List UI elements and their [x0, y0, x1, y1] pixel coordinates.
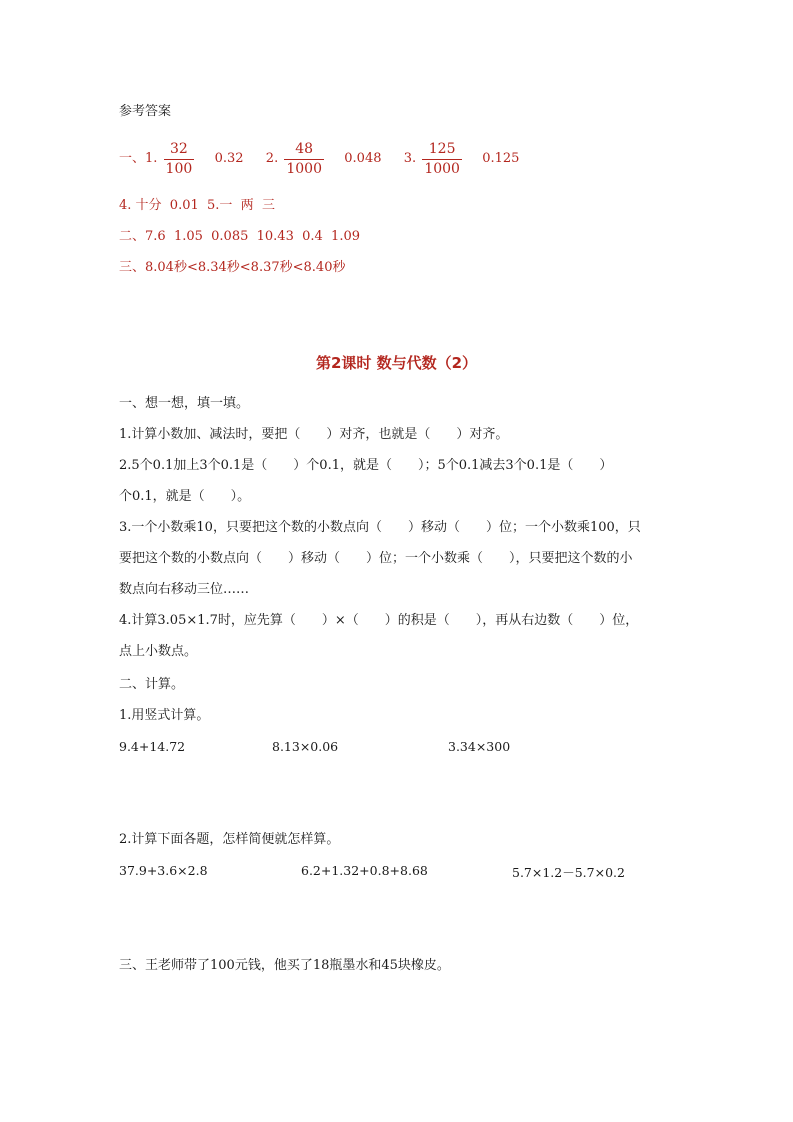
fraction-denominator: 1000 — [424, 160, 460, 177]
answers-row-2: 4. 十分 0.01 5.一 两 三 — [119, 198, 275, 213]
answers-title: 参考答案 — [119, 104, 172, 119]
answers-row-1 — [119, 138, 519, 180]
answer-2-label: 2. — [265, 151, 279, 166]
calc-1-item: 3.34×300 — [448, 739, 511, 754]
answer-3-fraction — [422, 141, 462, 178]
question-4-line-1: 4.计算3.05×1.7时，应先算（ ）×（ ）的积是（ ），再从右边数（ ）位， — [119, 613, 639, 628]
answer-1-prefix: 一、1. — [119, 151, 158, 166]
answers-row-4: 三、8.04秒<8.34秒<8.37秒<8.40秒 — [119, 260, 346, 275]
fraction-numerator: 125 — [422, 141, 462, 160]
answer-2-fraction — [284, 141, 324, 178]
question-2-line-1: 2.5个0.1加上3个0.1是（ ）个0.1，就是（ ）；5个0.1减去3个0.1是（ ） — [119, 458, 613, 473]
question-3-line-2: 要把这个数的小数点向（ ）移动（ ）位；一个小数乘（ ），只要把这个数的小 — [119, 551, 633, 566]
question-1: 1.计算小数加、减法时，要把（ ）对齐，也就是（ ）对齐。 — [119, 427, 509, 442]
question-4-line-2: 点上小数点。 — [119, 644, 198, 659]
calc-2-item: 37.9+3.6×2.8 — [119, 863, 208, 878]
calc-2-item: 6.2+1.32+0.8+8.68 — [301, 863, 428, 878]
fraction-numerator: 32 — [164, 141, 195, 160]
fraction-numerator: 48 — [284, 141, 324, 160]
question-3-line-3: 数点向右移动三位…… — [119, 582, 250, 597]
calc-2-item: 5.7×1.2－5.7×0.2 — [512, 865, 625, 880]
fraction-denominator: 100 — [165, 160, 193, 177]
question-2-line-2: 个0.1，就是（ ）。 — [119, 489, 251, 504]
part-1-heading: 一、想一想，填一填。 — [119, 396, 250, 411]
answer-3-decimal: 0.125 — [482, 151, 520, 166]
question-3-line-1: 3.一个小数乘10，只要把这个数的小数点向（ ）移动（ ）位；一个小数乘100，只 — [119, 520, 641, 535]
calc-1-heading: 1.用竖式计算。 — [119, 708, 210, 723]
answer-1-fraction — [164, 141, 195, 178]
answer-2-decimal: 0.048 — [344, 151, 382, 166]
calc-1-item: 9.4+14.72 — [119, 739, 186, 754]
answer-3-label: 3. — [403, 151, 417, 166]
lesson-title: 第2课时 数与代数（2） — [315, 354, 478, 372]
answer-1-decimal: 0.32 — [214, 151, 244, 166]
calc-1-item: 8.13×0.06 — [272, 739, 339, 754]
fraction-denominator: 1000 — [286, 160, 322, 177]
part-3-problem: 三、王老师带了100元钱，他买了18瓶墨水和45块橡皮。 — [119, 958, 450, 973]
answers-row-3: 二、7.6 1.05 0.085 10.43 0.4 1.09 — [119, 229, 360, 244]
part-2-heading: 二、计算。 — [119, 677, 185, 692]
calc-2-heading: 2.计算下面各题，怎样简便就怎样算。 — [119, 832, 340, 847]
